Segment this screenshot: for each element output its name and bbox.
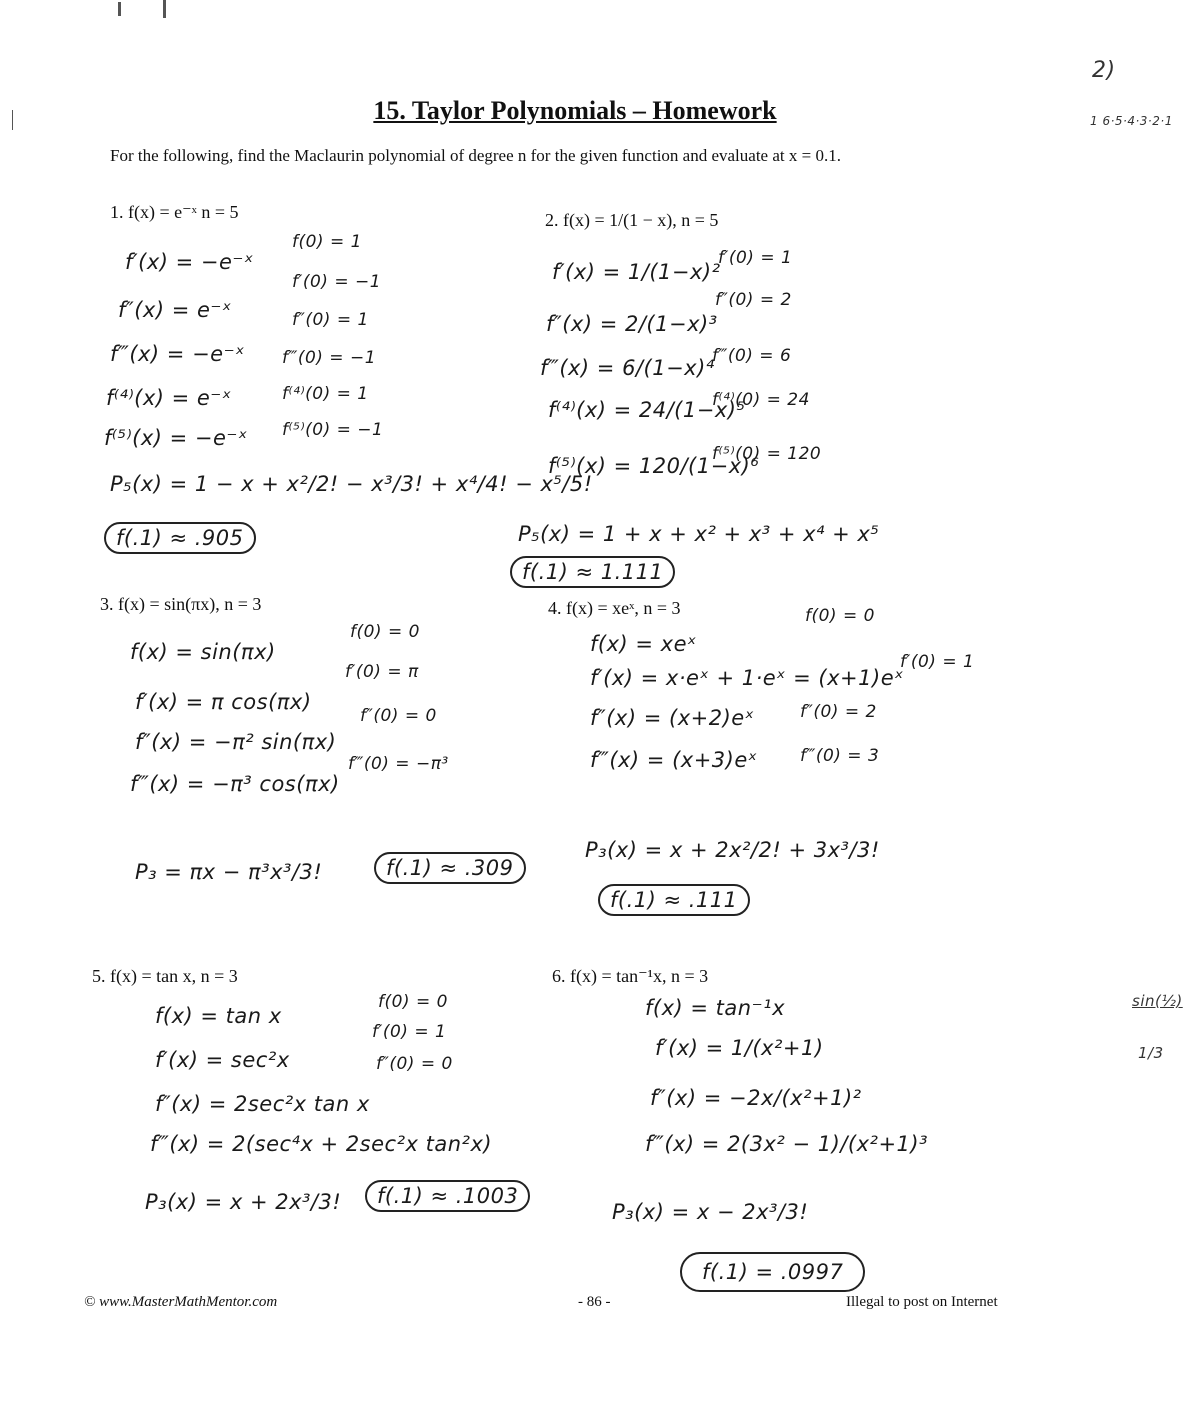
- footer-copyright: © www.MasterMathMentor.com: [84, 1294, 278, 1310]
- problem-5-work: f′(x) = sec²x: [155, 1048, 290, 1072]
- problem-1-work: f⁽⁴⁾(x) = e⁻ˣ: [106, 386, 232, 410]
- problem-3-work: f″(x) = −π² sin(πx): [135, 730, 337, 754]
- problem-2-answer: f(.1) ≈ 1.111: [510, 556, 675, 588]
- problem-5-value: f(0) = 0: [378, 992, 448, 1012]
- problem-5-polynomial: P₃(x) = x + 2x³/3!: [145, 1190, 342, 1214]
- page-number: - 86 -: [578, 1294, 611, 1310]
- problem-3-work: f‴(x) = −π³ cos(πx): [130, 772, 340, 796]
- footer-notice: Illegal to post on Internet: [846, 1294, 998, 1310]
- problem-2-value: f⁽⁵⁾(0) = 120: [712, 444, 822, 464]
- margin-note: 1 6·5·4·3·2·1: [1090, 114, 1173, 128]
- problem-1-work: f‴(x) = −e⁻ˣ: [110, 342, 245, 366]
- problem-5-answer: f(.1) ≈ .1003: [365, 1180, 530, 1212]
- problem-4-work: f‴(x) = (x+3)eˣ: [590, 748, 758, 772]
- problem-2-label: 2. f(x) = 1/(1 − x), n = 5: [545, 210, 719, 230]
- problem-5-work: f(x) = tan x: [155, 1004, 282, 1028]
- problem-1-value: f″(0) = 1: [292, 310, 369, 330]
- problem-1-polynomial: P₅(x) = 1 − x + x²/2! − x³/3! + x⁴/4! − x⁵/5!: [110, 472, 593, 496]
- problem-2-work: f′(x) = 1/(1−x)²: [552, 260, 721, 284]
- margin-note: 2): [1092, 58, 1116, 83]
- problem-4-polynomial: P₃(x) = x + 2x²/2! + 3x³/3!: [585, 838, 880, 862]
- problem-3-label: 3. f(x) = sin(πx), n = 3: [100, 594, 262, 614]
- problem-2-value: f″(0) = 2: [715, 290, 792, 310]
- problem-5-value: f′(0) = 1: [372, 1022, 447, 1042]
- problem-4-work: f″(x) = (x+2)eˣ: [590, 706, 755, 730]
- problem-1-answer: f(.1) ≈ .905: [104, 522, 256, 554]
- problem-6-label: 6. f(x) = tan⁻¹x, n = 3: [552, 966, 709, 986]
- margin-note: sin(½): [1132, 992, 1183, 1010]
- problem-2-work: f″(x) = 2/(1−x)³: [546, 312, 718, 336]
- problem-5-label: 5. f(x) = tan x, n = 3: [92, 966, 238, 986]
- problem-1-label: 1. f(x) = e⁻ˣ n = 5: [110, 202, 239, 222]
- problem-2-value: f‴(0) = 6: [712, 346, 792, 366]
- problem-3-work: f(x) = sin(πx): [130, 640, 276, 664]
- problem-4-answer: f(.1) ≈ .111: [598, 884, 750, 916]
- problem-1-value: f⁽⁴⁾(0) = 1: [282, 384, 369, 404]
- problem-5-work: f″(x) = 2sec²x tan x: [155, 1092, 370, 1116]
- problem-6-answer: f(.1) = .0997: [680, 1252, 865, 1292]
- problem-4-value: f″(0) = 2: [800, 702, 877, 722]
- problem-6-work: f‴(x) = 2(3x² − 1)/(x²+1)³: [645, 1132, 929, 1156]
- problem-1-value: f‴(0) = −1: [282, 348, 377, 368]
- margin-note: 1/3: [1138, 1044, 1164, 1062]
- problem-3-work: f′(x) = π cos(πx): [135, 690, 312, 714]
- problem-2-value: f′(0) = 1: [718, 248, 793, 268]
- problem-4-value: f′(0) = 1: [900, 652, 975, 672]
- problem-4-work: f′(x) = x·eˣ + 1·eˣ = (x+1)eˣ: [590, 666, 904, 690]
- problem-3-answer: f(.1) ≈ .309: [374, 852, 526, 884]
- problem-2-work: f‴(x) = 6/(1−x)⁴: [540, 356, 715, 380]
- problem-6-work: f(x) = tan⁻¹x: [645, 996, 785, 1020]
- problem-5-value: f″(0) = 0: [376, 1054, 453, 1074]
- page-title: 15. Taylor Polynomials – Homework: [373, 96, 777, 125]
- problem-4-label: 4. f(x) = xeˣ, n = 3: [548, 598, 681, 618]
- problem-3-value: f‴(0) = −π³: [348, 754, 449, 774]
- problem-3-value: f′(0) = π: [345, 662, 419, 682]
- problem-1-work: f″(x) = e⁻ˣ: [118, 298, 232, 322]
- problem-1-value: f(0) = 1: [292, 232, 362, 252]
- problem-3-polynomial: P₃ = πx − π³x³/3!: [135, 860, 323, 884]
- problem-3-value: f″(0) = 0: [360, 706, 437, 726]
- problem-1-value: f′(0) = −1: [292, 272, 382, 292]
- problem-1-value: f⁽⁵⁾(0) = −1: [282, 420, 384, 440]
- problem-2-work: f⁽⁴⁾(x) = 24/(1−x)⁵: [548, 398, 746, 422]
- problem-6-work: f′(x) = 1/(x²+1): [655, 1036, 824, 1060]
- problem-1-work: f′(x) = −e⁻ˣ: [125, 250, 254, 274]
- instructions: For the following, find the Maclaurin polynomial of degree n for the given function and evaluate at x = 0.1.: [110, 146, 841, 165]
- problem-6-polynomial: P₃(x) = x − 2x³/3!: [612, 1200, 809, 1224]
- scan-mark: [118, 2, 121, 16]
- problem-4-work: f(x) = xeˣ: [590, 632, 697, 656]
- problem-2-value: f⁽⁴⁾(0) = 24: [712, 390, 810, 410]
- problem-3-value: f(0) = 0: [350, 622, 420, 642]
- problem-5-work: f‴(x) = 2(sec⁴x + 2sec²x tan²x): [150, 1132, 493, 1156]
- scan-mark: [163, 0, 166, 18]
- problem-1-work: f⁽⁵⁾(x) = −e⁻ˣ: [104, 426, 248, 450]
- problem-6-work: f″(x) = −2x/(x²+1)²: [650, 1086, 862, 1110]
- problem-2-polynomial: P₅(x) = 1 + x + x² + x³ + x⁴ + x⁵: [518, 522, 880, 546]
- problem-4-value: f‴(0) = 3: [800, 746, 880, 766]
- problem-2-work: f⁽⁵⁾(x) = 120/(1−x)⁶: [548, 454, 760, 478]
- problem-4-value: f(0) = 0: [805, 606, 875, 626]
